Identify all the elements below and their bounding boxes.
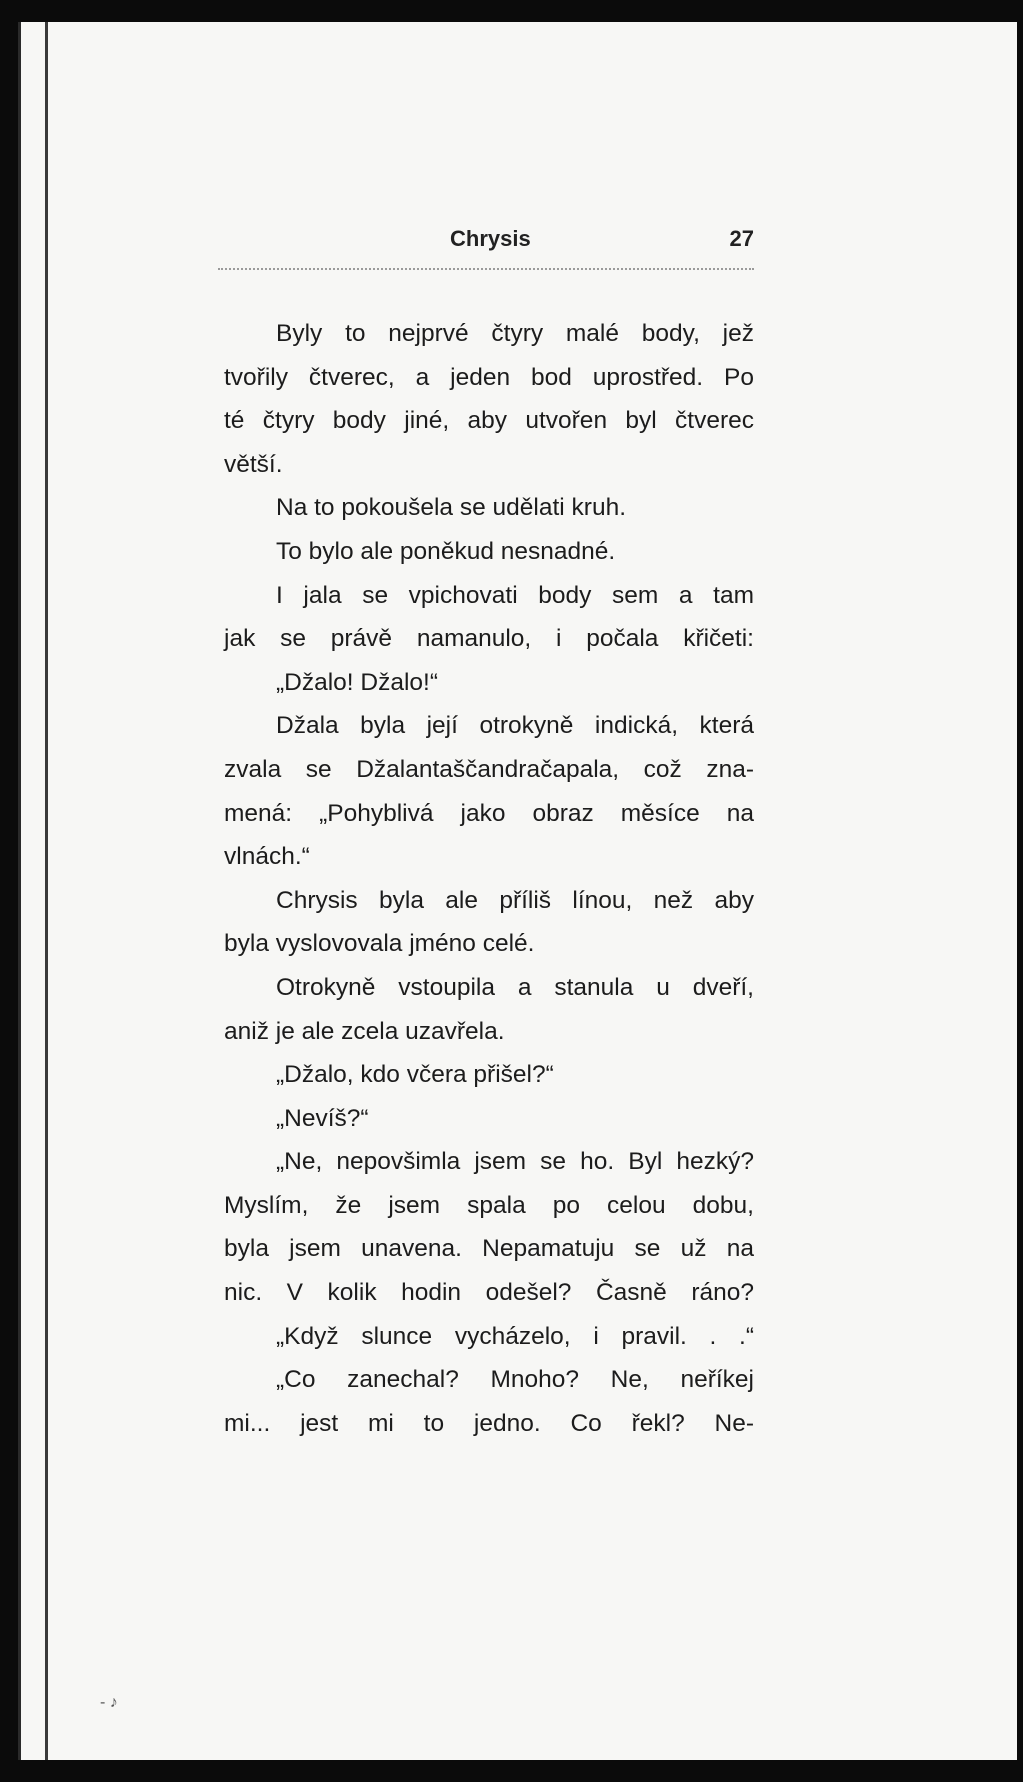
- text-line: zvala se Džalantaščandračapala, což zna-: [224, 755, 754, 783]
- text-line: „Když slunce vycházelo, i pravil. . .“: [276, 1322, 754, 1350]
- page-edge-shadow: [45, 22, 48, 1760]
- header-rule: [218, 268, 754, 270]
- text-line: vlnách.“: [224, 843, 310, 871]
- text-line: větší.: [224, 450, 283, 478]
- text-line: byla jsem unavena. Nepamatuju se už na: [224, 1235, 754, 1263]
- text-line: Džala byla její otrokyně indická, která: [276, 712, 754, 740]
- text-line: „Co zanechal? Mnoho? Ne, neříkej: [276, 1366, 754, 1394]
- text-line: „Džalo, kdo včera přišel?“: [276, 1061, 554, 1089]
- text-line: byla vyslovovala jméno celé.: [224, 930, 535, 958]
- body-text: [224, 312, 754, 1445]
- text-line: jak se právě namanulo, i počala křičeti:: [224, 625, 754, 653]
- text-line: mi... jest mi to jedno. Co řekl? Ne-: [224, 1409, 754, 1437]
- text-line: Na to pokoušela se udělati kruh.: [276, 494, 627, 522]
- text-line: tvořily čtverec, a jeden bod uprostřed. Po: [224, 363, 754, 391]
- text-line: té čtyry body jiné, aby utvořen byl čtverec: [224, 407, 754, 435]
- text-line: „Ne, nepovšimla jsem se ho. Byl hezký?: [276, 1148, 754, 1176]
- text-line: Otrokyně vstoupila a stanula u dveří,: [276, 973, 754, 1001]
- text-line: Byly to nejprvé čtyry malé body, jež: [276, 320, 754, 347]
- text-line: Myslím, že jsem spala po celou dobu,: [224, 1191, 754, 1219]
- page-number: 27: [729, 226, 754, 251]
- margin-note: - ♪: [100, 1694, 118, 1711]
- text-line: I jala se vpichovati body sem a tam: [276, 581, 754, 609]
- running-title: Chrysis: [450, 226, 531, 251]
- text-line: aniž je ale zcela uzavřela.: [224, 1017, 505, 1045]
- text-line: mená: „Pohyblivá jako obraz měsíce na: [224, 799, 754, 827]
- text-line: Chrysis byla ale příliš línou, než aby: [276, 886, 754, 914]
- running-header: [218, 226, 754, 260]
- text-line: „Džalo! Džalo!“: [276, 668, 439, 696]
- text-line: To bylo ale poněkud nesnadné.: [276, 537, 616, 565]
- text-line: „Nevíš?“: [276, 1104, 369, 1132]
- text-line: nic. V kolik hodin odešel? Časně ráno?: [224, 1279, 754, 1307]
